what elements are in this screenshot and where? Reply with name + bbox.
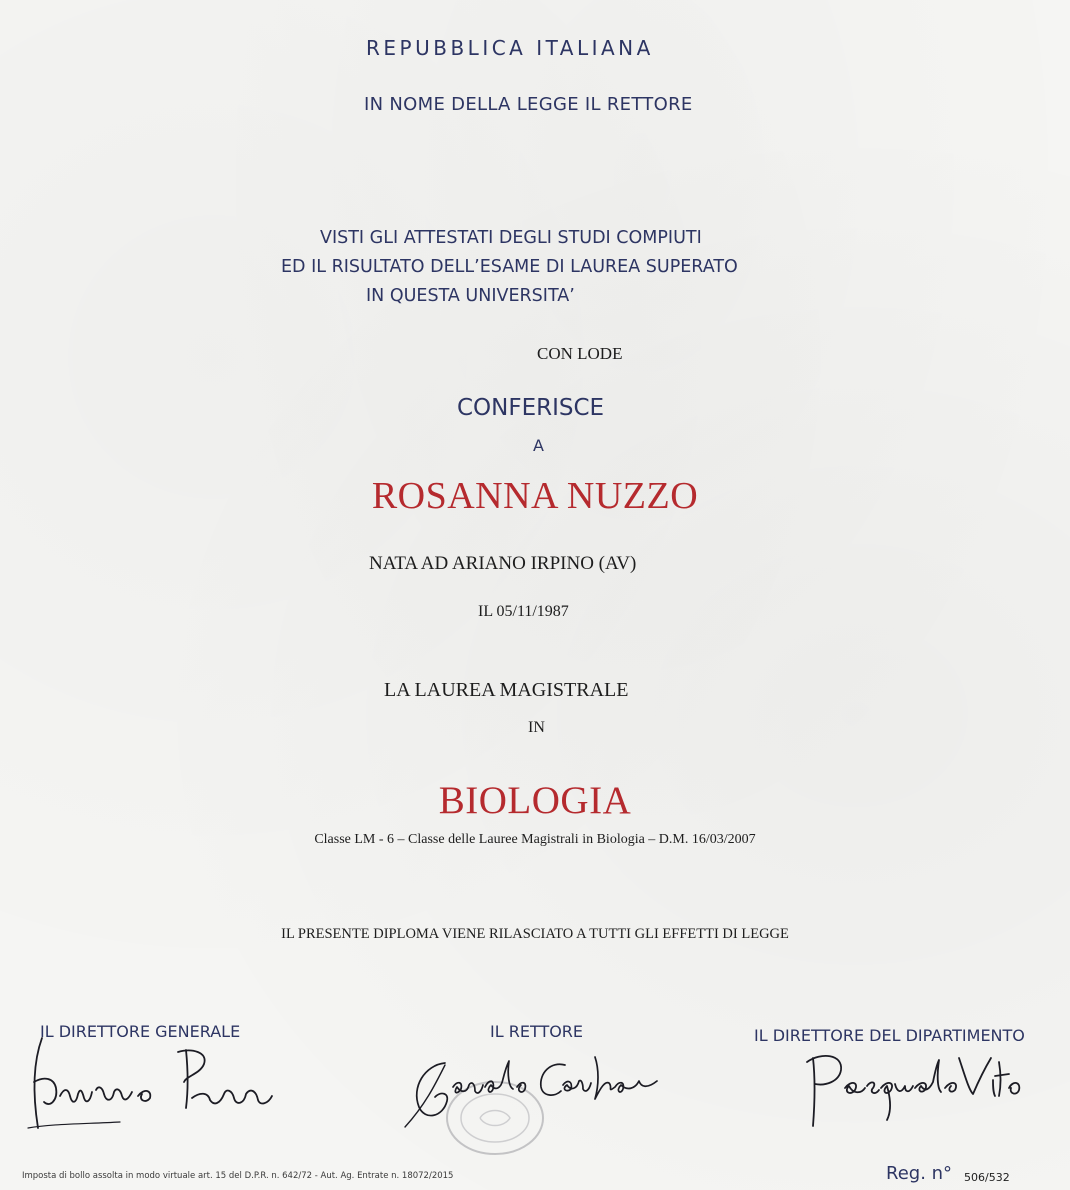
birthdate-text: IL 05/11/1987 bbox=[478, 603, 569, 620]
to-text: A bbox=[533, 436, 544, 455]
registration-number: 506/532 bbox=[964, 1171, 1010, 1184]
birthplace-text: NATA AD ARIANO IRPINO (AV) bbox=[369, 553, 637, 574]
premise-line-2: ED IL RISULTATO DELL’ESAME DI LAUREA SUPERATO bbox=[281, 257, 738, 277]
rector-title: IL RETTORE bbox=[490, 1022, 584, 1041]
general-director-signature bbox=[20, 1030, 290, 1140]
general-director-title: IL DIRETTORE GENERALE bbox=[40, 1022, 241, 1041]
graduate-name: ROSANNA NUZZO bbox=[371, 475, 699, 517]
degree-subject: BIOLOGIA bbox=[438, 779, 632, 822]
confers-heading: CONFERISCE bbox=[457, 395, 605, 421]
legal-statement: IL PRESENTE DIPLOMA VIENE RILASCIATO A TUTTI GLI EFFETTI DI LEGGE bbox=[281, 926, 789, 942]
premise-line-3: IN QUESTA UNIVERSITA’ bbox=[366, 286, 575, 306]
degree-in-text: IN bbox=[528, 719, 545, 736]
department-director-signature bbox=[795, 1040, 1035, 1135]
department-director-title: IL DIRETTORE DEL DIPARTIMENTO bbox=[754, 1026, 1025, 1045]
registration-label: Reg. n° bbox=[886, 1163, 953, 1184]
in-name-heading: IN NOME DELLA LEGGE IL RETTORE bbox=[364, 94, 693, 115]
rector-signature bbox=[395, 1035, 665, 1135]
honors-text: CON LODE bbox=[537, 344, 623, 363]
degree-class: Classe LM - 6 – Classe delle Lauree Magistrali in Biologia – D.M. 16/03/2007 bbox=[314, 832, 756, 847]
premise-line-1: VISTI GLI ATTESTATI DEGLI STUDI COMPIUTI bbox=[320, 228, 702, 248]
degree-type: LA LAUREA MAGISTRALE bbox=[384, 679, 629, 701]
stamp-duty-note: Imposta di bollo assolta in modo virtuale art. 15 del D.P.R. n. 642/72 - Aut. Ag. Entrate n. 18072/2015 bbox=[22, 1171, 454, 1181]
republic-heading: REPUBBLICA ITALIANA bbox=[366, 36, 654, 60]
